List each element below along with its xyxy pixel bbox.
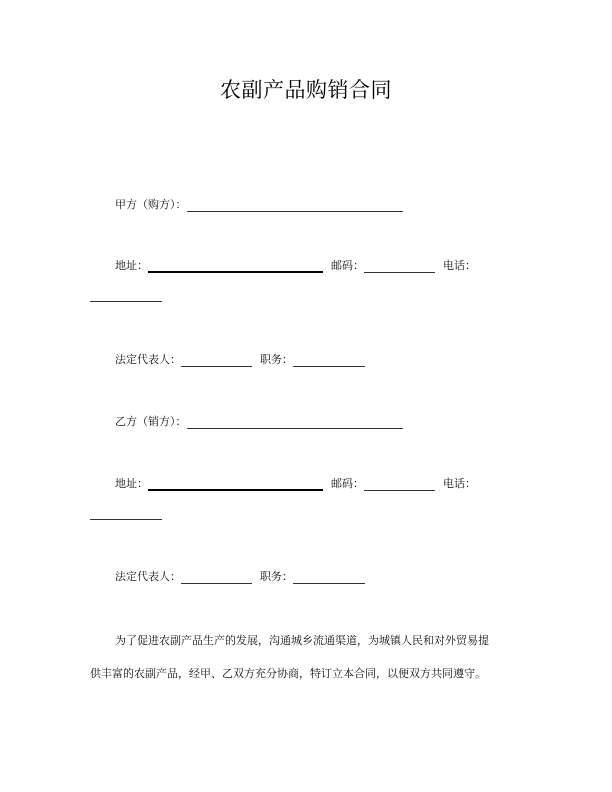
party-b-rep-label: 法定代表人： bbox=[115, 570, 181, 583]
party-a-row bbox=[115, 198, 403, 212]
page-title: 农副产品购销合同 bbox=[220, 78, 392, 102]
party-a-rep-label: 法定代表人： bbox=[115, 353, 181, 366]
party-a-position-blank[interactable] bbox=[293, 355, 365, 367]
party-a-position-label: 职务： bbox=[260, 353, 293, 366]
party-a-rep-row bbox=[115, 353, 365, 367]
party-a-blank[interactable] bbox=[187, 200, 403, 212]
party-b-address-row bbox=[115, 477, 476, 491]
party-b-address-label: 地址： bbox=[115, 477, 148, 490]
party-b-address-blank[interactable] bbox=[148, 478, 323, 491]
party-a-address-row bbox=[115, 259, 476, 273]
party-a-phone-label: 电话： bbox=[443, 259, 476, 272]
party-a-phone-blank[interactable] bbox=[90, 290, 162, 302]
party-a-label: 甲方（购方）： bbox=[115, 198, 187, 211]
party-b-zip-label: 邮码： bbox=[331, 477, 364, 490]
party-b-rep-row bbox=[115, 570, 365, 584]
party-b-phone-label: 电话： bbox=[443, 477, 476, 490]
party-b-label: 乙方（销方）： bbox=[115, 415, 187, 428]
party-b-rep-blank[interactable] bbox=[181, 572, 252, 584]
party-a-phone-row bbox=[90, 290, 162, 302]
party-b-zip-blank[interactable] bbox=[364, 479, 435, 491]
preamble-line-2: 供丰富的农副产品，经甲、乙双方充分协商，特订立本合同，以便双方共同遵守。 bbox=[90, 667, 486, 680]
party-a-zip-label: 邮码： bbox=[331, 259, 364, 272]
party-b-position-blank[interactable] bbox=[293, 572, 365, 584]
party-b-blank[interactable] bbox=[187, 417, 403, 429]
party-a-zip-blank[interactable] bbox=[364, 261, 435, 273]
party-b-position-label: 职务： bbox=[260, 570, 293, 583]
party-b-phone-blank[interactable] bbox=[90, 508, 162, 520]
party-b-phone-row bbox=[90, 508, 162, 520]
preamble-line-1: 为了促进农副产品生产的发展，沟通城乡流通渠道，为城镇人民和对外贸易提 bbox=[115, 634, 489, 647]
party-b-row bbox=[115, 415, 403, 429]
party-a-address-label: 地址： bbox=[115, 259, 148, 272]
party-a-rep-blank[interactable] bbox=[181, 355, 252, 367]
party-a-address-blank[interactable] bbox=[148, 260, 323, 273]
